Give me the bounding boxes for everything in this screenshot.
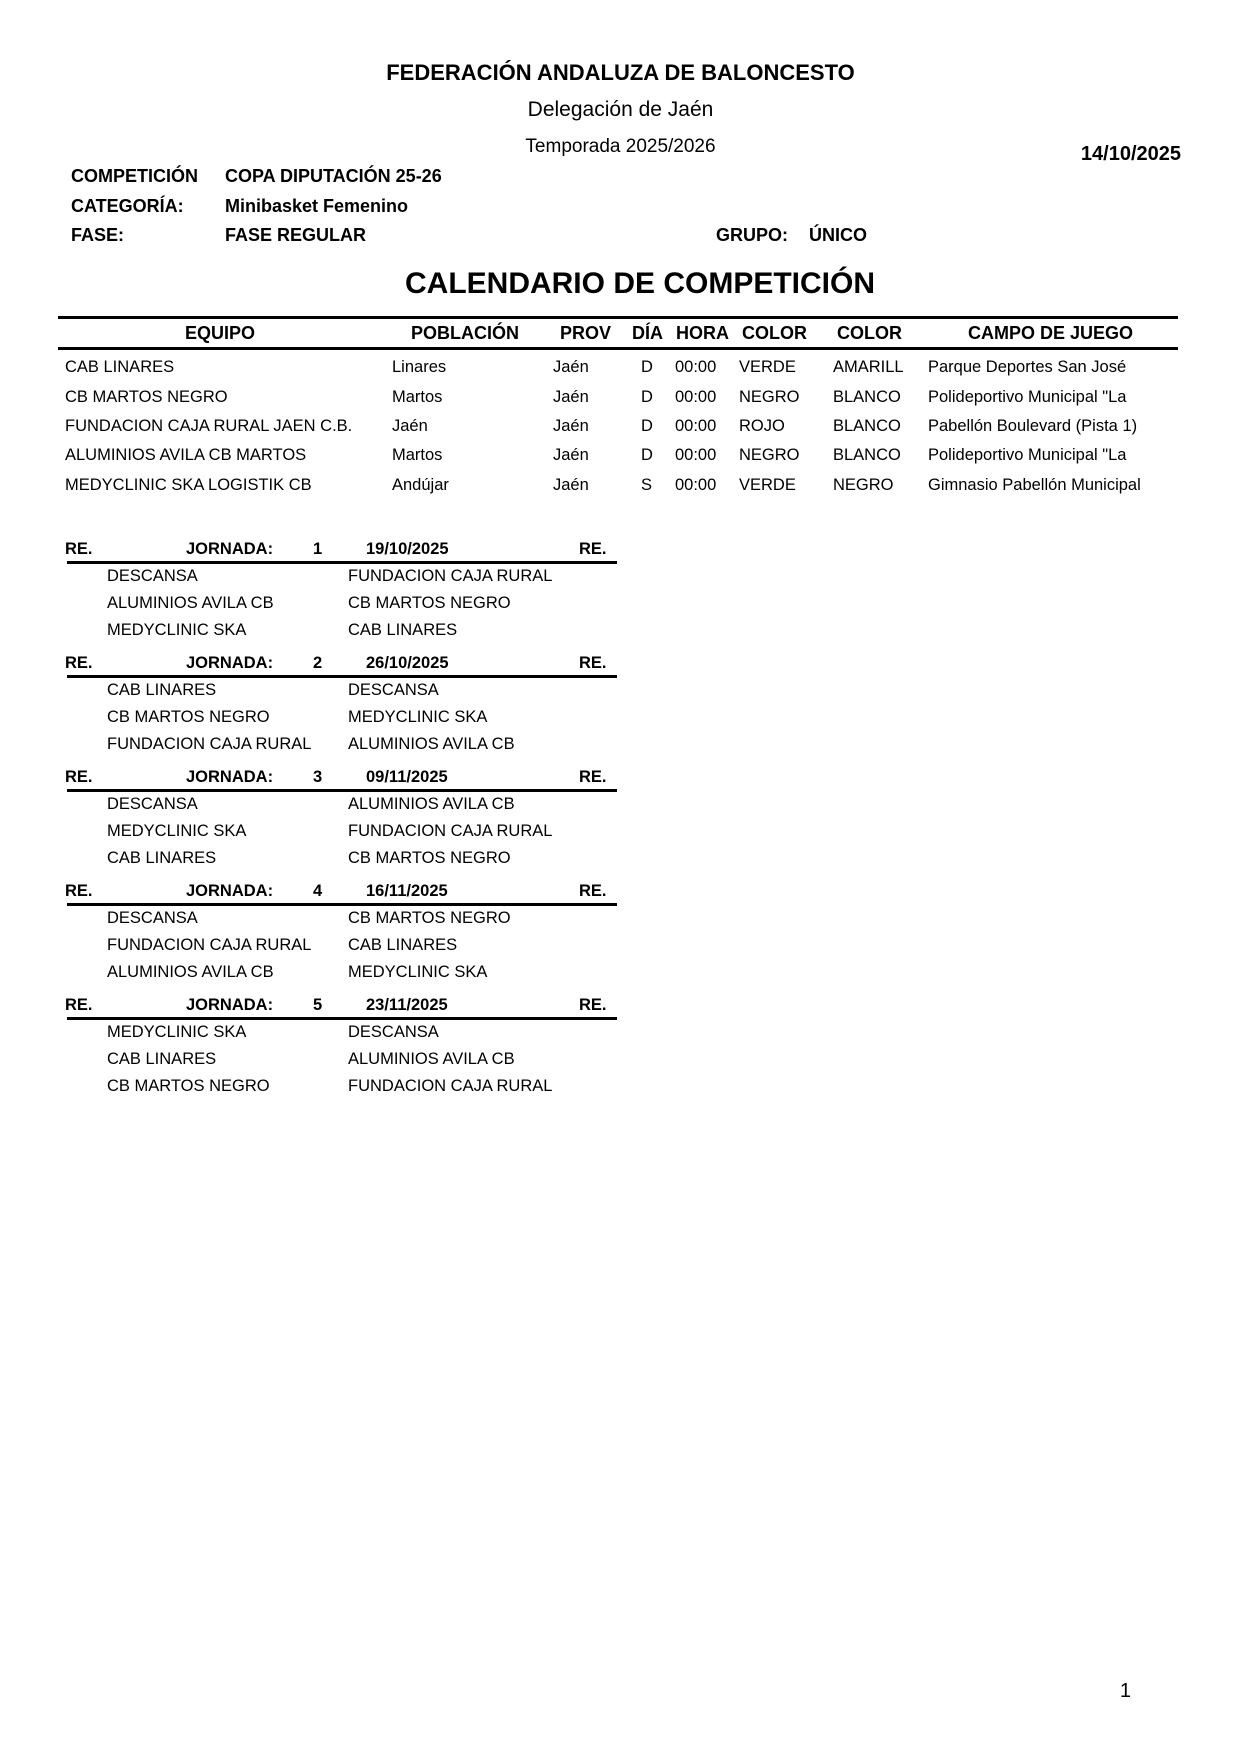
- match-away-team: MEDYCLINIC SKA: [348, 708, 488, 726]
- team-cell-color-2: BLANCO: [833, 417, 901, 435]
- team-cell-equipo: FUNDACION CAJA RURAL JAEN C.B.: [65, 417, 353, 435]
- team-cell-dia: D: [641, 446, 653, 464]
- team-cell-color-1: NEGRO: [739, 446, 800, 464]
- jornada-re-left: RE.: [65, 768, 93, 786]
- match-home-team: DESCANSA: [107, 795, 198, 813]
- team-cell-campo: Parque Deportes San José: [928, 358, 1127, 376]
- grupo-label: GRUPO:: [716, 225, 788, 245]
- match-away-team: MEDYCLINIC SKA: [348, 963, 488, 981]
- match-home-team: FUNDACION CAJA RURAL: [107, 735, 312, 753]
- jornada-date: 16/11/2025: [366, 882, 448, 900]
- team-cell-poblacion: Linares: [392, 358, 447, 376]
- match-away-team: CB MARTOS NEGRO: [348, 594, 511, 612]
- team-cell-color-1: NEGRO: [739, 388, 800, 406]
- col-header-prov: PROV: [560, 323, 612, 343]
- jornada-re-right: RE.: [579, 882, 607, 900]
- match-away-team: ALUMINIOS AVILA CB: [348, 795, 515, 813]
- jornada-rule: [67, 675, 617, 678]
- match-home-team: FUNDACION CAJA RURAL: [107, 936, 312, 954]
- team-cell-prov: Jaén: [553, 446, 589, 464]
- match-away-team: CAB LINARES: [348, 621, 458, 639]
- team-cell-poblacion: Andújar: [392, 476, 449, 494]
- team-cell-equipo: CAB LINARES: [65, 358, 175, 376]
- jornada-rule: [67, 903, 617, 906]
- match-away-team: CAB LINARES: [348, 936, 458, 954]
- team-cell-hora: 00:00: [675, 476, 717, 494]
- team-cell-equipo: ALUMINIOS AVILA CB MARTOS: [65, 446, 307, 464]
- match-away-team: FUNDACION CAJA RURAL: [348, 1077, 553, 1095]
- match-home-team: MEDYCLINIC SKA: [107, 1023, 247, 1041]
- jornada-date: 09/11/2025: [366, 768, 448, 786]
- calendar-title: CALENDARIO DE COMPETICIÓN: [404, 267, 875, 300]
- match-away-team: DESCANSA: [348, 1023, 439, 1041]
- team-cell-campo: Pabellón Boulevard (Pista 1): [928, 417, 1138, 435]
- team-cell-prov: Jaén: [553, 417, 589, 435]
- match-home-team: CB MARTOS NEGRO: [107, 708, 270, 726]
- team-cell-hora: 00:00: [675, 446, 717, 464]
- jornada-re-left: RE.: [65, 882, 93, 900]
- categoria-value: Minibasket Femenino: [225, 196, 409, 216]
- match-home-team: CAB LINARES: [107, 849, 217, 867]
- team-cell-dia: S: [641, 476, 653, 494]
- table-top-rule: [58, 316, 1178, 319]
- match-home-team: MEDYCLINIC SKA: [107, 822, 247, 840]
- team-cell-poblacion: Martos: [392, 446, 443, 464]
- team-cell-color-2: BLANCO: [833, 446, 901, 464]
- jornada-number: 2: [313, 654, 323, 672]
- jornada-re-right: RE.: [579, 654, 607, 672]
- delegation-subtitle: Delegación de Jaén: [527, 98, 714, 121]
- jornada-date: 23/11/2025: [366, 996, 448, 1014]
- match-home-team: MEDYCLINIC SKA: [107, 621, 247, 639]
- team-cell-campo: Gimnasio Pabellón Municipal: [928, 476, 1141, 494]
- jornada-label: JORNADA:: [186, 540, 274, 558]
- team-cell-hora: 00:00: [675, 417, 717, 435]
- team-cell-color-1: VERDE: [739, 358, 796, 376]
- col-header-color-2: COLOR: [837, 323, 902, 343]
- competicion-value: COPA DIPUTACIÓN 25-26: [225, 166, 442, 186]
- team-cell-dia: D: [641, 358, 653, 376]
- jornada-number: 4: [313, 882, 323, 900]
- col-header-equipo: EQUIPO: [185, 323, 256, 343]
- match-away-team: ALUMINIOS AVILA CB: [348, 1050, 515, 1068]
- team-cell-hora: 00:00: [675, 388, 717, 406]
- match-away-team: FUNDACION CAJA RURAL: [348, 822, 553, 840]
- document-date: 14/10/2025: [1080, 143, 1181, 165]
- team-cell-dia: D: [641, 388, 653, 406]
- jornada-re-right: RE.: [579, 768, 607, 786]
- federation-title: FEDERACIÓN ANDALUZA DE BALONCESTO: [386, 60, 855, 85]
- col-header-campo: CAMPO DE JUEGO: [968, 323, 1134, 343]
- match-away-team: DESCANSA: [348, 681, 439, 699]
- jornada-number: 5: [313, 996, 323, 1014]
- col-header-color-1: COLOR: [742, 323, 807, 343]
- match-home-team: CB MARTOS NEGRO: [107, 1077, 270, 1095]
- col-header-poblacion: POBLACIÓN: [411, 323, 519, 343]
- jornada-number: 1: [313, 540, 323, 558]
- match-home-team: CAB LINARES: [107, 1050, 217, 1068]
- jornada-re-left: RE.: [65, 996, 93, 1014]
- match-home-team: ALUMINIOS AVILA CB: [107, 963, 274, 981]
- season-label: Temporada 2025/2026: [525, 136, 716, 157]
- match-home-team: DESCANSA: [107, 909, 198, 927]
- team-cell-prov: Jaén: [553, 476, 589, 494]
- team-cell-equipo: MEDYCLINIC SKA LOGISTIK CB: [65, 476, 312, 494]
- jornada-re-right: RE.: [579, 540, 607, 558]
- page-number: 1: [1119, 1680, 1131, 1702]
- categoria-label: CATEGORÍA:: [71, 196, 184, 216]
- match-away-team: ALUMINIOS AVILA CB: [348, 735, 515, 753]
- team-cell-poblacion: Martos: [392, 388, 443, 406]
- fase-label: FASE:: [71, 225, 125, 245]
- jornada-label: JORNADA:: [186, 654, 274, 672]
- jornada-label: JORNADA:: [186, 882, 274, 900]
- match-away-team: CB MARTOS NEGRO: [348, 849, 511, 867]
- jornada-date: 26/10/2025: [366, 654, 449, 672]
- team-cell-dia: D: [641, 417, 653, 435]
- jornada-re-left: RE.: [65, 540, 93, 558]
- jornada-label: JORNADA:: [186, 996, 274, 1014]
- team-cell-campo: Polideportivo Municipal "La: [928, 446, 1127, 464]
- match-away-team: FUNDACION CAJA RURAL: [348, 567, 553, 585]
- team-cell-campo: Polideportivo Municipal "La: [928, 388, 1127, 406]
- team-cell-equipo: CB MARTOS NEGRO: [65, 388, 228, 406]
- col-header-dia: DÍA: [632, 323, 663, 343]
- team-cell-hora: 00:00: [675, 358, 717, 376]
- team-cell-prov: Jaén: [553, 358, 589, 376]
- team-cell-color-2: BLANCO: [833, 388, 901, 406]
- jornada-rule: [67, 1017, 617, 1020]
- jornada-rule: [67, 561, 617, 564]
- jornada-rule: [67, 789, 617, 792]
- match-home-team: CAB LINARES: [107, 681, 217, 699]
- team-cell-poblacion: Jaén: [392, 417, 428, 435]
- jornada-number: 3: [313, 768, 323, 786]
- team-cell-color-1: ROJO: [739, 417, 785, 435]
- grupo-value: ÚNICO: [809, 225, 867, 245]
- match-home-team: ALUMINIOS AVILA CB: [107, 594, 274, 612]
- jornada-re-left: RE.: [65, 654, 93, 672]
- col-header-hora: HORA: [676, 323, 729, 343]
- team-cell-color-1: VERDE: [739, 476, 796, 494]
- match-home-team: DESCANSA: [107, 567, 198, 585]
- jornada-re-right: RE.: [579, 996, 607, 1014]
- match-away-team: CB MARTOS NEGRO: [348, 909, 511, 927]
- jornada-label: JORNADA:: [186, 768, 274, 786]
- team-cell-color-2: NEGRO: [833, 476, 894, 494]
- table-header-rule: [58, 347, 1178, 350]
- competicion-label: COMPETICIÓN: [71, 166, 199, 186]
- jornada-date: 19/10/2025: [366, 540, 449, 558]
- team-cell-color-2: AMARILL: [833, 358, 904, 376]
- fase-value: FASE REGULAR: [225, 225, 367, 245]
- team-cell-prov: Jaén: [553, 388, 589, 406]
